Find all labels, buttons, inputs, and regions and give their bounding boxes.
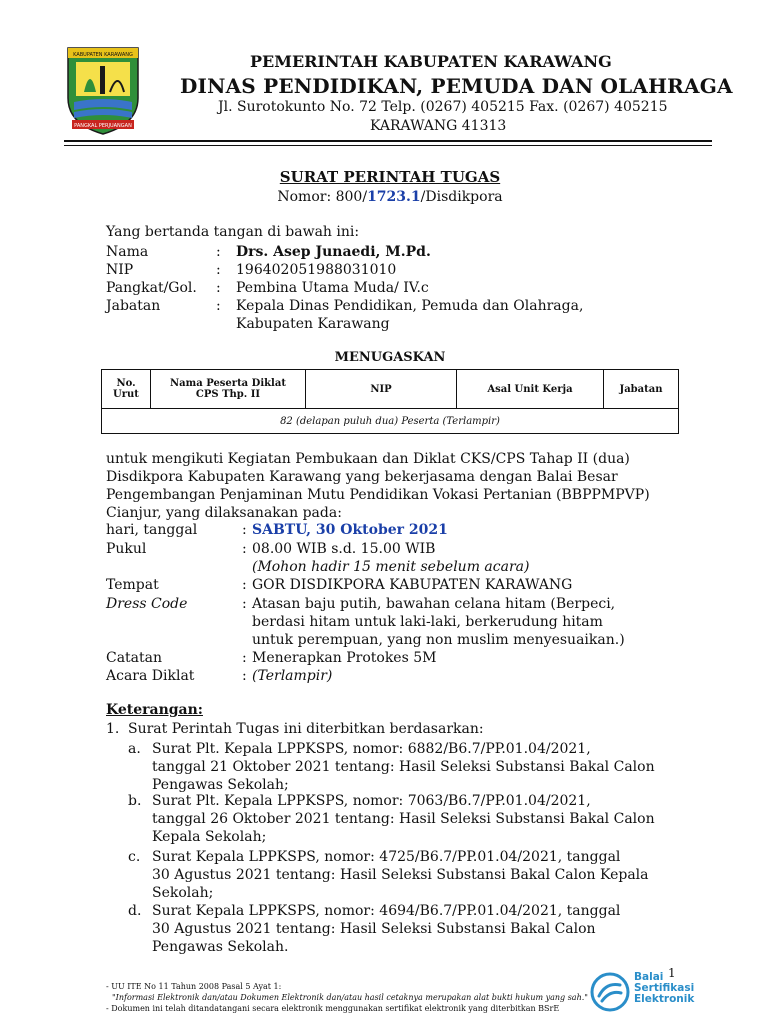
subitem-line: tanggal 21 Oktober 2021 tentang: Hasil Seleksi Substansi Bakal Calon bbox=[152, 759, 655, 775]
colon: : bbox=[242, 650, 247, 666]
purpose-line: Disdikpora Kabupaten Karawang yang bekerjasama dengan Balai Besar bbox=[106, 469, 618, 485]
list-item bbox=[152, 902, 674, 956]
footer-esign-note: - Dokumen ini telah ditandatangani secara elektronik menggunakan sertifikat elektronik yang diterbitkan BSrE bbox=[106, 1004, 560, 1013]
colon: : bbox=[216, 244, 221, 260]
value-nama: Drs. Asep Junaedi, M.Pd. bbox=[236, 244, 431, 260]
intro-text: Yang bertanda tangan di bawah ini: bbox=[106, 224, 360, 240]
value-pukul: 08.00 WIB s.d. 15.00 WIB bbox=[252, 541, 436, 557]
subitem-line: Pengawas Sekolah. bbox=[152, 939, 289, 955]
header-jabatan: Jabatan bbox=[604, 370, 679, 409]
letterhead-agency: DINAS PENDIDIKAN, PEMUDA DAN OLAHRAGA bbox=[180, 74, 733, 98]
header-nip: NIP bbox=[306, 370, 457, 409]
value-pangkat: Pembina Utama Muda/ IV.c bbox=[236, 280, 429, 296]
colon: : bbox=[216, 298, 221, 314]
subitem-line: tanggal 26 Oktober 2021 tentang: Hasil Seleksi Substansi Bakal Calon bbox=[152, 811, 655, 827]
subitem-line: Kepala Sekolah; bbox=[152, 829, 267, 845]
note-item-text: Surat Perintah Tugas ini diterbitkan berdasarkan: bbox=[128, 721, 484, 737]
colon: : bbox=[216, 280, 221, 296]
number-suffix: /Disdikpora bbox=[420, 189, 503, 205]
letterhead-rule-thick bbox=[64, 140, 712, 142]
bse-line: Sertifikasi bbox=[634, 982, 695, 994]
label-acara: Acara Diklat bbox=[106, 668, 195, 684]
page-number: 1 bbox=[668, 966, 676, 980]
note-item-number: 1. bbox=[106, 721, 120, 737]
svg-text:KABUPATEN KARAWANG: KABUPATEN KARAWANG bbox=[73, 52, 133, 58]
letterhead-city: KARAWANG 41313 bbox=[370, 118, 507, 134]
letterhead-address: Jl. Surotokunto No. 72 Telp. (0267) 405215 Fax. (0267) 405215 bbox=[218, 99, 668, 115]
value-catatan: Menerapkan Protokes 5M bbox=[252, 650, 437, 666]
colon: : bbox=[242, 596, 247, 612]
purpose-paragraph bbox=[106, 450, 676, 522]
colon: : bbox=[242, 577, 247, 593]
value-tempat: GOR DISDIKPORA KABUPATEN KARAWANG bbox=[252, 577, 573, 593]
subitem-line: Surat Kepala LPPKSPS, nomor: 4725/B6.7/PP.01.04/2021, tanggal bbox=[152, 849, 621, 865]
value-dress-2: berdasi hitam untuk laki-laki, berkerudung hitam bbox=[252, 614, 603, 630]
subitem-line: Surat Plt. Kepala LPPKSPS, nomor: 7063/B6.7/PP.01.04/2021, bbox=[152, 793, 591, 809]
letterhead-government: PEMERINTAH KABUPATEN KARAWANG bbox=[250, 52, 612, 71]
value-nip: 196402051988031010 bbox=[236, 262, 397, 278]
label-nip: NIP bbox=[106, 262, 134, 278]
label-jabatan: Jabatan bbox=[106, 298, 161, 314]
karawang-coat-of-arms-logo bbox=[64, 40, 142, 136]
subitem-letter: d. bbox=[128, 903, 142, 919]
number-highlight: 1723.1 bbox=[367, 189, 421, 205]
label-dress-code: Dress Code bbox=[106, 596, 188, 612]
header-nama-peserta: Nama Peserta Diklat CPS Thp. II bbox=[151, 370, 306, 409]
document-title: SURAT PERINTAH TUGAS bbox=[279, 168, 501, 186]
participants-count: 82 (delapan puluh dua) Peserta (Terlampir) bbox=[102, 409, 679, 434]
bse-line: Elektronik bbox=[634, 993, 695, 1005]
subitem-line: Sekolah; bbox=[152, 885, 214, 901]
label-catatan: Catatan bbox=[106, 650, 163, 666]
subitem-line: Surat Plt. Kepala LPPKSPS, nomor: 6882/B6.7/PP.01.04/2021, bbox=[152, 741, 591, 757]
bse-logo bbox=[590, 972, 710, 1016]
label-tempat: Tempat bbox=[106, 577, 159, 593]
footer-law-reference: - UU ITE No 11 Tahun 2008 Pasal 5 Ayat 1: bbox=[106, 982, 282, 991]
label-hari: hari, tanggal bbox=[106, 522, 198, 538]
number-prefix: Nomor: 800/ bbox=[277, 189, 368, 205]
purpose-line: Pengembangan Penjaminan Mutu Pendidikan Vokasi Pertanian (BBPPMPVP) bbox=[106, 487, 650, 503]
purpose-line: Cianjur, yang dilaksanakan pada: bbox=[106, 505, 342, 521]
purpose-line: untuk mengikuti Kegiatan Pembukaan dan Diklat CKS/CPS Tahap II (dua) bbox=[106, 451, 630, 467]
subitem-line: 30 Agustus 2021 tentang: Hasil Seleksi Substansi Bakal Calon Kepala bbox=[152, 867, 649, 883]
label-nama: Nama bbox=[106, 244, 149, 260]
value-dress-1: Atasan baju putih, bawahan celana hitam (Berpeci, bbox=[252, 596, 616, 612]
footer-law-quote: "Informasi Elektronik dan/atau Dokumen Elektronik dan/atau hasil cetaknya merupakan alat bukti hukum yang sah." bbox=[112, 993, 588, 1002]
subitem-letter: b. bbox=[128, 793, 142, 809]
colon: : bbox=[242, 522, 247, 538]
colon: : bbox=[216, 262, 221, 278]
svg-text:PANGKAL PERJUANGAN: PANGKAL PERJUANGAN bbox=[74, 123, 132, 129]
bse-text bbox=[634, 972, 694, 1005]
subitem-letter: c. bbox=[128, 849, 141, 865]
value-pukul-note: (Mohon hadir 15 menit sebelum acara) bbox=[252, 559, 530, 575]
value-dress-3: untuk perempuan, yang non muslim menyesuaikan.) bbox=[252, 632, 625, 648]
letterhead-rule-thin bbox=[64, 145, 712, 146]
list-item bbox=[152, 792, 674, 846]
colon: : bbox=[242, 541, 247, 557]
document-number bbox=[0, 189, 768, 205]
subitem-letter: a. bbox=[128, 741, 141, 757]
colon: : bbox=[242, 668, 247, 684]
value-jabatan: Kepala Dinas Pendidikan, Pemuda dan Olahraga, bbox=[236, 298, 584, 314]
header-asal-unit: Asal Unit Kerja bbox=[457, 370, 604, 409]
value-acara: (Terlampir) bbox=[252, 668, 333, 684]
label-pangkat: Pangkat/Gol. bbox=[106, 280, 197, 296]
value-hari: SABTU, 30 Oktober 2021 bbox=[252, 522, 448, 538]
participants-table bbox=[101, 369, 679, 434]
list-item bbox=[152, 740, 674, 794]
notes-heading: Keterangan: bbox=[106, 702, 203, 718]
table-row bbox=[102, 409, 679, 434]
subitem-line: 30 Agustus 2021 tentang: Hasil Seleksi Substansi Bakal Calon bbox=[152, 921, 596, 937]
bse-emblem-icon bbox=[590, 972, 630, 1012]
label-pukul: Pukul bbox=[106, 541, 147, 557]
table-header-row bbox=[102, 370, 679, 409]
value-jabatan-2: Kabupaten Karawang bbox=[236, 316, 390, 332]
assignment-heading: MENUGASKAN bbox=[334, 350, 446, 365]
header-no-urut: No. Urut bbox=[102, 370, 151, 409]
bse-line: Balai bbox=[634, 971, 664, 983]
list-item bbox=[152, 848, 674, 902]
subitem-line: Surat Kepala LPPKSPS, nomor: 4694/B6.7/PP.01.04/2021, tanggal bbox=[152, 903, 621, 919]
subitem-line: Pengawas Sekolah; bbox=[152, 777, 289, 793]
